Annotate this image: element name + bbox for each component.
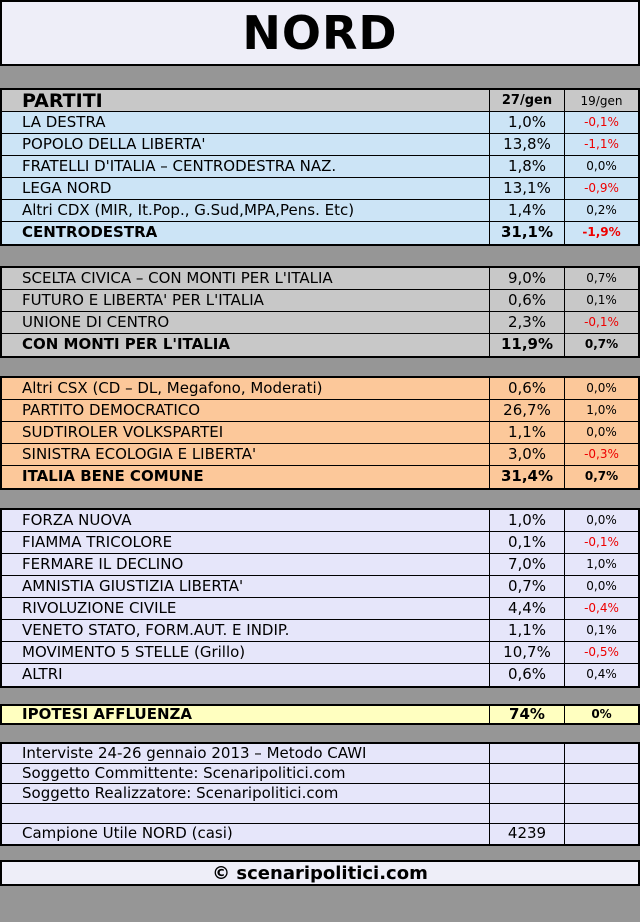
party-name: UNIONE DI CENTRO (2, 312, 490, 333)
party-name: POPOLO DELLA LIBERTA' (2, 134, 490, 155)
current-value: 1,0% (490, 112, 565, 133)
current-value (490, 744, 565, 763)
current-value: 74% (490, 706, 565, 723)
party-name: FORZA NUOVA (2, 510, 490, 531)
party-name: Campione Utile NORD (casi) (2, 824, 490, 844)
table-affluenza (0, 704, 640, 725)
party-name: FIAMMA TRICOLORE (2, 532, 490, 553)
party-name: CENTRODESTRA (2, 222, 490, 244)
table-row (2, 764, 638, 784)
group-centrodestra (2, 112, 638, 244)
party-name: FERMARE IL DECLINO (2, 554, 490, 575)
change-value: -0,4% (584, 601, 619, 615)
table-row (2, 824, 638, 844)
change-value: 0,1% (586, 293, 617, 307)
change-value: -0,1% (584, 115, 619, 129)
table-row (2, 510, 638, 532)
current-value: 0,1% (490, 532, 565, 553)
table-monti (0, 266, 640, 358)
party-name: SCELTA CIVICA – CON MONTI PER L'ITALIA (2, 268, 490, 289)
table-row (2, 200, 638, 222)
change-value: 1,0% (586, 557, 617, 571)
current-value: 0,7% (490, 576, 565, 597)
current-value: 0,6% (490, 664, 565, 686)
table-info (0, 742, 640, 846)
current-value: 3,0% (490, 444, 565, 465)
change-value: 0,0% (586, 579, 617, 593)
table-row (2, 112, 638, 134)
current-value: 1,1% (490, 620, 565, 641)
current-value: 1,1% (490, 422, 565, 443)
current-value: 11,9% (490, 334, 565, 356)
party-name: ITALIA BENE COMUNE (2, 466, 490, 488)
footer-box (0, 860, 640, 886)
table-row (2, 466, 638, 488)
change-value: 0% (591, 707, 612, 721)
group-centrosinistra (2, 378, 638, 488)
gray-band (0, 244, 640, 266)
party-name: RIVOLUZIONE CIVILE (2, 598, 490, 619)
gray-band (0, 66, 640, 88)
party-name: VENETO STATO, FORM.AUT. E INDIP. (2, 620, 490, 641)
change-value: -0,5% (584, 645, 619, 659)
current-value: 0,6% (490, 290, 565, 311)
table-row (2, 290, 638, 312)
table-row (2, 598, 638, 620)
change-value: -1,1% (584, 137, 619, 151)
party-name: FRATELLI D'ITALIA – CENTRODESTRA NAZ. (2, 156, 490, 177)
party-name: Altri CDX (MIR, It.Pop., G.Sud,MPA,Pens. Etc) (2, 200, 490, 221)
party-name: PARTITO DEMOCRATICO (2, 400, 490, 421)
change-value: 0,2% (586, 203, 617, 217)
change-value: 0,7% (586, 271, 617, 285)
change-value: -0,1% (584, 535, 619, 549)
table-row (2, 312, 638, 334)
table-row (2, 156, 638, 178)
table-row (2, 334, 638, 356)
table-row (2, 222, 638, 244)
change-value: 1,0% (586, 403, 617, 417)
change-value: -0,9% (584, 181, 619, 195)
party-name (2, 804, 490, 823)
table-row (2, 134, 638, 156)
table-header (2, 90, 638, 112)
change-value: -0,1% (584, 315, 619, 329)
party-name: Altri CSX (CD – DL, Megafono, Moderati) (2, 378, 490, 399)
table-row (2, 268, 638, 290)
party-name: LA DESTRA (2, 112, 490, 133)
change-value (565, 824, 638, 844)
table-centrodestra (0, 88, 640, 246)
current-value: 1,8% (490, 156, 565, 177)
change-value: 0,1% (586, 623, 617, 637)
change-value: 0,7% (584, 469, 619, 483)
table-row (2, 620, 638, 642)
gray-band (0, 846, 640, 860)
change-value (565, 784, 638, 803)
current-value: 0,6% (490, 378, 565, 399)
party-name: IPOTESI AFFLUENZA (2, 706, 490, 723)
party-name: Interviste 24-26 gennaio 2013 – Metodo CAWI (2, 744, 490, 763)
table-row (2, 784, 638, 804)
table-centrosinistra (0, 376, 640, 490)
party-name: MOVIMENTO 5 STELLE (Grillo) (2, 642, 490, 663)
party-name: ALTRI (2, 664, 490, 686)
current-value (490, 784, 565, 803)
change-value: -0,3% (584, 447, 619, 461)
table-row (2, 554, 638, 576)
current-value: 2,3% (490, 312, 565, 333)
table-row (2, 400, 638, 422)
change-value: -1,9% (582, 225, 621, 239)
table-row (2, 532, 638, 554)
table-row (2, 378, 638, 400)
party-name: AMNISTIA GIUSTIZIA LIBERTA' (2, 576, 490, 597)
party-name: SUDTIROLER VOLKSPARTEI (2, 422, 490, 443)
change-value: 0,0% (586, 513, 617, 527)
footer-credit: © scenaripolitici.com (212, 862, 428, 884)
change-value: 0,7% (584, 337, 619, 351)
current-value: 10,7% (490, 642, 565, 663)
table-row (2, 178, 638, 200)
change-value (565, 764, 638, 783)
party-name: LEGA NORD (2, 178, 490, 199)
party-name: CON MONTI PER L'ITALIA (2, 334, 490, 356)
page-title: NORD (242, 6, 398, 60)
change-value: 0,4% (586, 667, 617, 681)
page-title-box (0, 0, 640, 66)
table-row (2, 576, 638, 598)
table-row (2, 744, 638, 764)
change-value: 0,0% (586, 159, 617, 173)
table-row (2, 804, 638, 824)
party-name: Soggetto Committente: Scenaripolitici.com (2, 764, 490, 783)
current-value: 7,0% (490, 554, 565, 575)
current-value: 13,8% (490, 134, 565, 155)
change-value: 0,0% (586, 425, 617, 439)
group-info (2, 744, 638, 844)
change-value (565, 744, 638, 763)
party-name: SINISTRA ECOLOGIA E LIBERTA' (2, 444, 490, 465)
current-value: 4,4% (490, 598, 565, 619)
table-row (2, 706, 638, 723)
group-monti (2, 268, 638, 356)
gray-band (0, 724, 640, 742)
group-affluenza (2, 706, 638, 723)
party-name: FUTURO E LIBERTA' PER L'ITALIA (2, 290, 490, 311)
gray-band (0, 886, 640, 922)
table-row (2, 642, 638, 664)
current-value (490, 764, 565, 783)
change-value: 0,0% (586, 381, 617, 395)
current-value: 1,0% (490, 510, 565, 531)
current-value: 4239 (490, 824, 565, 844)
table-row (2, 444, 638, 466)
change-value (565, 804, 638, 823)
current-value: 31,4% (490, 466, 565, 488)
table-row (2, 664, 638, 686)
header-previous-date: 19/gen (580, 94, 623, 108)
current-value (490, 804, 565, 823)
party-name: Soggetto Realizzatore: Scenaripolitici.com (2, 784, 490, 803)
current-value: 26,7% (490, 400, 565, 421)
header-partiti: PARTITI (2, 90, 490, 111)
current-value: 31,1% (490, 222, 565, 244)
current-value: 9,0% (490, 268, 565, 289)
header-current-date: 27/gen (490, 90, 565, 111)
table-row (2, 422, 638, 444)
current-value: 13,1% (490, 178, 565, 199)
table-others (0, 508, 640, 688)
current-value: 1,4% (490, 200, 565, 221)
group-others (2, 510, 638, 686)
